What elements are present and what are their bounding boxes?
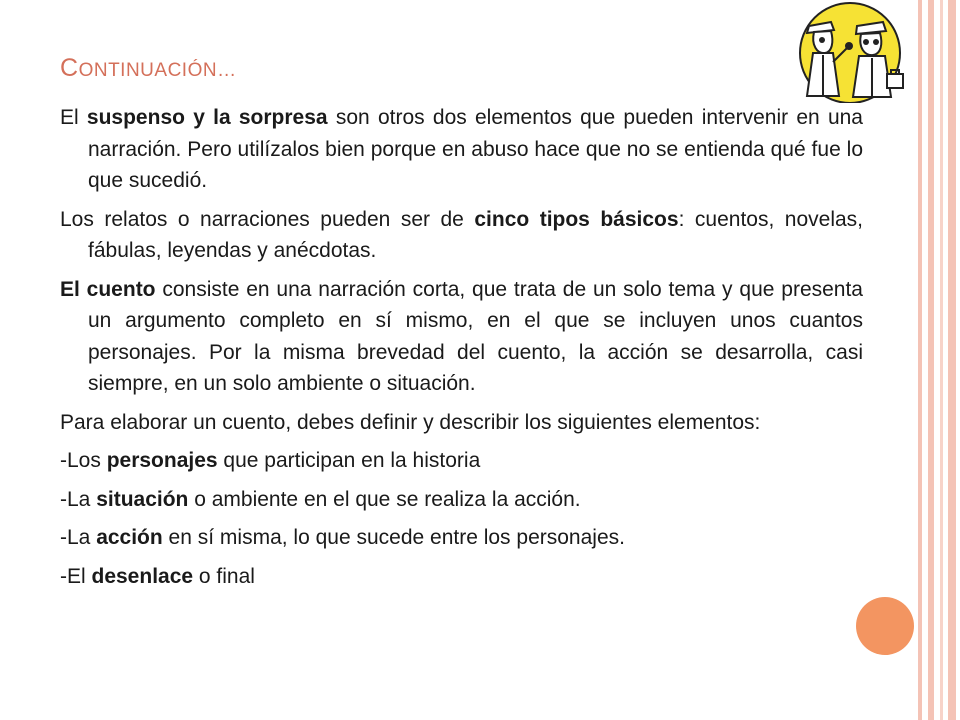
slide-title-initial: C: [60, 54, 79, 82]
bold-term: El cuento: [60, 277, 156, 301]
text-run: -Los: [60, 449, 107, 472]
slide-title: [60, 54, 237, 83]
list-item: [60, 484, 863, 516]
bold-term: suspenso y la sorpresa: [86, 106, 328, 129]
bold-term: personajes: [106, 449, 218, 472]
text-run: Los relatos o narraciones pueden ser de: [60, 207, 475, 231]
text-run: que participan en la historia: [217, 449, 481, 472]
paragraph: [60, 204, 863, 267]
paragraph: [60, 274, 863, 400]
bold-term: situación: [96, 487, 189, 511]
decorative-stripe-1: [918, 0, 922, 720]
text-run: El: [60, 106, 87, 129]
slide-title-rest: ONTINUACIÓN…: [78, 60, 237, 81]
paragraph: [60, 407, 863, 439]
decorative-stripe-2: [928, 0, 934, 720]
slide-body: [60, 102, 863, 599]
text-run: : cuentos, novelas, fábulas, leyendas y anécdotas.: [88, 207, 864, 262]
list-item: [60, 445, 863, 477]
text-run: en sí misma, lo que sucede entre los personajes.: [162, 526, 625, 549]
text-run: Para elaborar un cuento, debes definir y describir los siguientes elementos:: [60, 410, 761, 434]
text-run: o final: [193, 564, 255, 588]
list-item: [60, 522, 863, 554]
list-item: [60, 561, 863, 593]
bold-term: cinco tipos básicos: [474, 207, 679, 231]
paragraph: [60, 102, 863, 197]
text-run: o ambiente en el que se realiza la acción.: [188, 487, 581, 511]
text-run: -La: [60, 487, 97, 511]
decorative-stripe-4: [948, 0, 956, 720]
text-run: -La: [60, 526, 97, 549]
decorative-circle: [856, 597, 914, 655]
bold-term: acción: [96, 526, 163, 549]
decorative-stripe-3: [940, 0, 943, 720]
text-run: son otros dos elementos que pueden intervenir en una narración. Pero utilízalos bien porque en abuso hace que no se entienda qué fue lo que sucedió.: [88, 106, 863, 192]
detectives-cartoon-icon: [787, 0, 913, 103]
text-run: consiste en una narración corta, que trata de un solo tema y que presenta un argumento completo en sí mismo, en el que se incluyen unos cuantos personajes. Por la misma brevedad del cuento, la acción se desarrolla, casi siempre, en un solo ambiente o situación.: [88, 277, 863, 395]
bold-term: desenlace: [91, 564, 194, 588]
text-run: -El: [60, 564, 92, 588]
